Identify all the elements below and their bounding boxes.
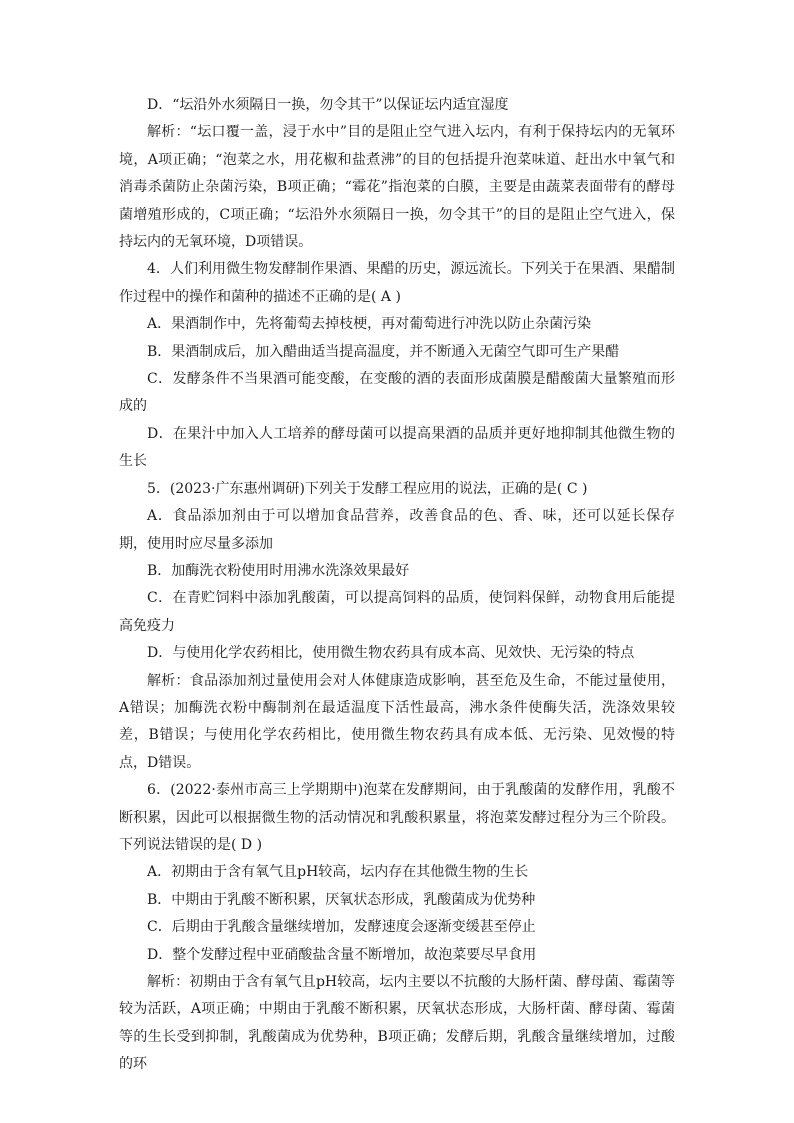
q6-stem: 6．(2022·泰州市高三上学期期中)泡菜在发酵期间，由于乳酸菌的发酵作用，乳酸不断积累，因此可以根据微生物的活动情况和乳酸积累量，将泡菜发酵过程分为三个阶段。下列说法错误的是( D )	[119, 782, 675, 853]
q4-option-d: D．在果汁中加入人工培养的酵母菌可以提高果酒的品质并更好地抑制其他微生物的生长	[119, 425, 675, 470]
q6-option-d: D．整个发酵过程中亚硝酸盐含量不断增加，故泡菜要尽早食用	[147, 946, 537, 963]
q5-option-a: A．食品添加剂由于可以增加食品营养，改善食品的色、香、味，还可以延长保存期，使用时应尽量多添加	[119, 508, 675, 552]
q4-option-b: B．果酒制成后，加入醋曲适当提高温度，并不断通入无菌空气即可生产果醋	[147, 343, 620, 360]
q5-analysis: 解析：食品添加剂过量使用会对人体健康造成影响，甚至危及生命，不能过量使用，A错误；加酶洗衣粉中酶制剂在最适温度下活性最高，沸水条件使酶失活，洗涤效果较差，B错误；与使用化学农药相比，使用微生物农药具有成本低、无污染、见效慢的特点，D错误。	[119, 672, 675, 771]
q4-option-a: A．果酒制作中，先将葡萄去掉枝梗，再对葡萄进行冲洗以防止杂菌污染	[147, 316, 592, 333]
q3-option-d: D．“坛沿外水须隔日一换，勿令其干”以保证坛内适宜湿度	[147, 97, 509, 113]
q5-stem: 5．(2023·广东惠州调研)下列关于发酵工程应用的说法，正确的是( C )	[147, 480, 588, 497]
q5-option-b: B．加酶洗衣粉使用时用沸水洗涤效果最好	[147, 562, 410, 579]
q5-option-d: D．与使用化学农药相比，使用微生物农药具有成本高、见效快、无污染的特点	[147, 645, 635, 662]
q5-option-c: C．在青贮饲料中添加乳酸菌，可以提高饲料的品质，使饲料保鲜，动物食用后能提高免疫力	[119, 590, 675, 634]
q4-option-c: C．发酵条件不当果酒可能变酸，在变酸的酒的表面形成菌膜是醋酸菌大量繁殖而形成的	[119, 371, 675, 415]
q6-analysis: 解析：初期由于含有氧气且pH较高，坛内主要以不抗酸的大肠杆菌、酵母菌、霉菌等较为活跃，A项正确；中期由于乳酸不断积累，厌氧状态形成，大肠杆菌、酵母菌、霉菌等的生长受到抑制，乳酸菌成为优势种，B项正确；发酵后期，乳酸含量继续增加，过酸的环	[119, 974, 675, 1073]
q3-analysis: 解析：“坛口覆一盖，浸于水中”目的是阻止空气进入坛内，有利于保持坛内的无氧环境，A项正确；“泡菜之水，用花椒和盐煮沸”的目的包括提升泡菜味道、赶出水中氧气和消毒杀菌防止杂菌污染，B项正确；“霉花”指泡菜的白膜，主要是由蔬菜表面带有的酵母菌增殖形成的，C项正确；“坛沿外水须隔日一换，勿令其干”的目的是阻止空气进入，保持坛内的无氧环境，D项错误。	[119, 124, 675, 251]
q6-option-c: C．后期由于乳酸含量继续增加，发酵速度会逐渐变缓甚至停止	[147, 919, 536, 936]
document-page	[119, 92, 675, 1079]
q4-stem: 4．人们利用微生物发酵制作果酒、果醋的历史，源远流长。下列关于在果酒、果醋制作过程中的操作和菌种的描述不正确的是( A )	[119, 261, 675, 305]
q6-option-b: B．中期由于乳酸不断积累，厌氧状态形成，乳酸菌成为优势种	[147, 891, 536, 908]
q6-option-a: A．初期由于含有氧气且pH较高，坛内存在其他微生物的生长	[147, 864, 529, 881]
